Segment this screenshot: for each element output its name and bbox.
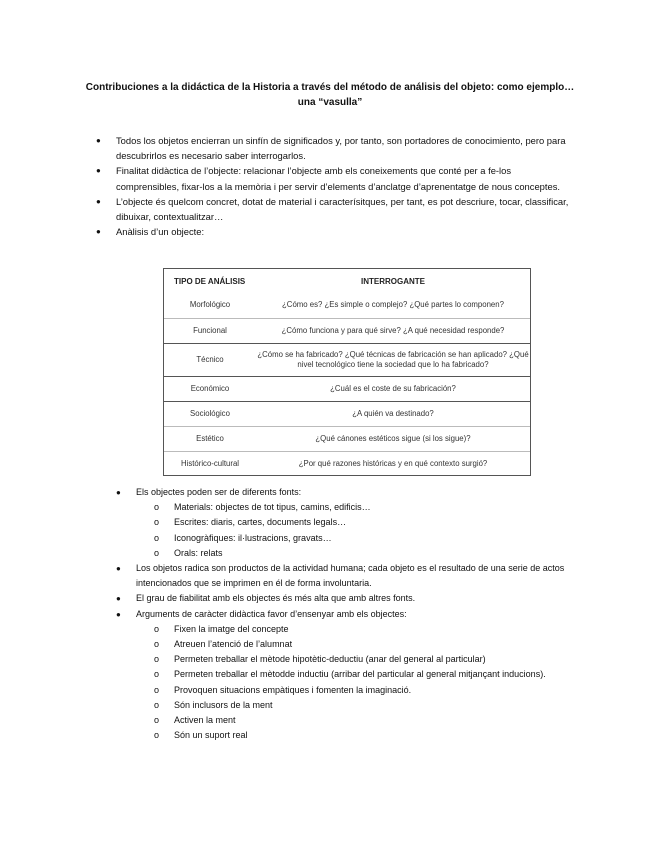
sublist-item-text: Permeten treballar el mètode hipotètic-deductiu (anar del general al particular) [174,654,486,665]
list-item [96,133,576,163]
list-item [116,607,576,744]
bullet-icon: ● [116,609,121,619]
list-item [96,194,576,224]
sublist-item-text: Atreuen l’atenció de l’alumnat [174,639,293,650]
sublist-item-text: Escrites: diaris, cartes, documents legals… [174,517,347,528]
list-item-text: El grau de fiabilitat amb els objectes és més alta que amb altres fonts. [136,593,416,604]
sources-label: Els objectes poden ser de diferents fonts: [136,487,302,497]
table-header-question: INTERROGANTE [361,276,425,286]
table-cell-type: Técnico [164,343,256,376]
arguments-sublist [154,622,576,744]
table-row [164,451,530,476]
table-cell-question: ¿Cómo funciona y para qué sirve? ¿A qué necesidad responde? [256,318,530,343]
details-list [116,485,576,743]
table-cell-type: Sociológico [164,401,256,426]
circle-bullet-icon: o [154,654,160,665]
table-cell-question: ¿A quién va destinado? [256,401,530,426]
sublist-item-text: Són inclusors de la ment [174,699,273,710]
circle-bullet-icon: o [154,669,160,680]
sublist-item [154,622,576,637]
sublist-item [154,546,576,561]
table-cell-question: ¿Cómo es? ¿Es simple o complejo? ¿Qué partes lo componen? [282,300,504,310]
circle-bullet-icon: o [154,699,160,710]
intro-list [96,133,576,239]
bullet-icon: ● [96,136,101,145]
sublist-item [154,500,576,515]
analysis-table [163,268,531,476]
circle-bullet-icon: o [154,532,160,543]
document-title: Contribuciones a la didáctica de la Historia a través del método de análisis del objeto: como ejemplo… una “vasulla” [85,82,575,108]
table-row [164,293,530,318]
list-item [96,224,576,239]
sublist-item-text: Materials: objectes de tot tipus, camins, edificis… [174,502,371,513]
table-cell-question: ¿Qué cánones estéticos sigue (si los sigue)? [256,426,530,451]
table-row [164,376,530,401]
table-cell-question: ¿Por qué razones históricas y en qué contexto surgió? [256,451,530,476]
sublist-item-text: Activen la ment [174,715,236,726]
sublist-item-text: Provoquen situacions empàtiques i fomenten la imaginació. [174,684,412,695]
bullet-icon: ● [96,227,101,237]
circle-bullet-icon: o [154,730,160,741]
sublist-item-text: Orals: relats [174,547,223,558]
circle-bullet-icon: o [154,502,160,513]
circle-bullet-icon: o [154,623,160,634]
sublist-item [154,713,576,728]
list-item [96,163,576,193]
circle-bullet-icon: o [154,715,160,726]
bullet-icon: ● [96,196,101,206]
list-item-text: Todos los objetos encierran un sinfín de significados y, por tanto, son portadores de conocimiento, pero para descubrirlos es necesario saber interrogarlos. [116,135,566,162]
table-cell-type: Morfológico [189,300,231,310]
table-cell-type: Histórico-cultural [164,451,256,476]
table-row [164,318,530,343]
sublist-item [154,637,576,652]
sublist-item [154,515,576,530]
table-row [164,426,530,451]
table-row [164,343,530,376]
table-cell-type: Estético [164,426,256,451]
list-item-text: L’objecte és quelcom concret, dotat de material i caracterísitques, per tant, es pot descriure, tocar, classificar, dibuixar, contextualitzar… [116,195,569,223]
list-item-text: Anàlisis d’un objecte: [116,226,205,238]
list-item [116,561,576,591]
bullet-icon: ● [116,488,121,497]
sublist-item [154,698,576,713]
arguments-label: Arguments de caràcter didàctica favor d’ensenyar amb els objectes: [136,608,407,619]
bullet-icon: ● [116,564,121,574]
sublist-item-text: Iconogràfiques: il·lustracions, gravats… [174,532,332,543]
sublist-item [154,652,576,667]
sublist-item-text: Són un suport real [174,730,248,741]
sublist-item-text: Permeten treballar el mètodde inductiu (arribar del particular al general mitjançant inducions). [174,669,546,680]
sublist-item [154,728,576,743]
circle-bullet-icon: o [154,639,160,650]
bullet-icon: ● [116,594,121,604]
table-row [164,401,530,426]
sources-sublist [154,500,576,561]
table-cell-question: ¿Cómo se ha fabricado? ¿Qué técnicas de fabricación se han aplicado? ¿Qué nivel tecnológico tiene la sociedad que lo ha fabricado? [256,343,530,376]
sublist-item-text: Fixen la imatge del concepte [174,623,289,634]
list-item [116,591,576,606]
table-cell-type: Funcional [164,318,256,343]
list-item-text: Finalitat didàctica de l’objecte: relacionar l’objecte amb els coneixements que conté per a fe-los comprensibles, fixar-los a la memòria i per servir d’elements d’anclatge d’aprenentatge de nous conceptes. [116,165,560,192]
circle-bullet-icon: o [154,517,160,528]
table-cell-type: Económico [164,376,256,401]
sublist-item [154,531,576,546]
list-item [116,485,576,561]
circle-bullet-icon: o [154,547,160,558]
sublist-item [154,683,576,698]
bullet-icon: ● [96,166,101,176]
list-item-text: Los objetos radica son productos de la actividad humana; cada objeto es el resultado de una serie de actos intencionados que se imprimen en él de forma involuntaria. [136,563,565,589]
sublist-item [154,667,576,682]
table-header-type: TIPO DE ANÁLISIS [174,276,246,286]
circle-bullet-icon: o [154,684,160,695]
table-cell-question: ¿Cuál es el coste de su fabricación? [256,376,530,401]
